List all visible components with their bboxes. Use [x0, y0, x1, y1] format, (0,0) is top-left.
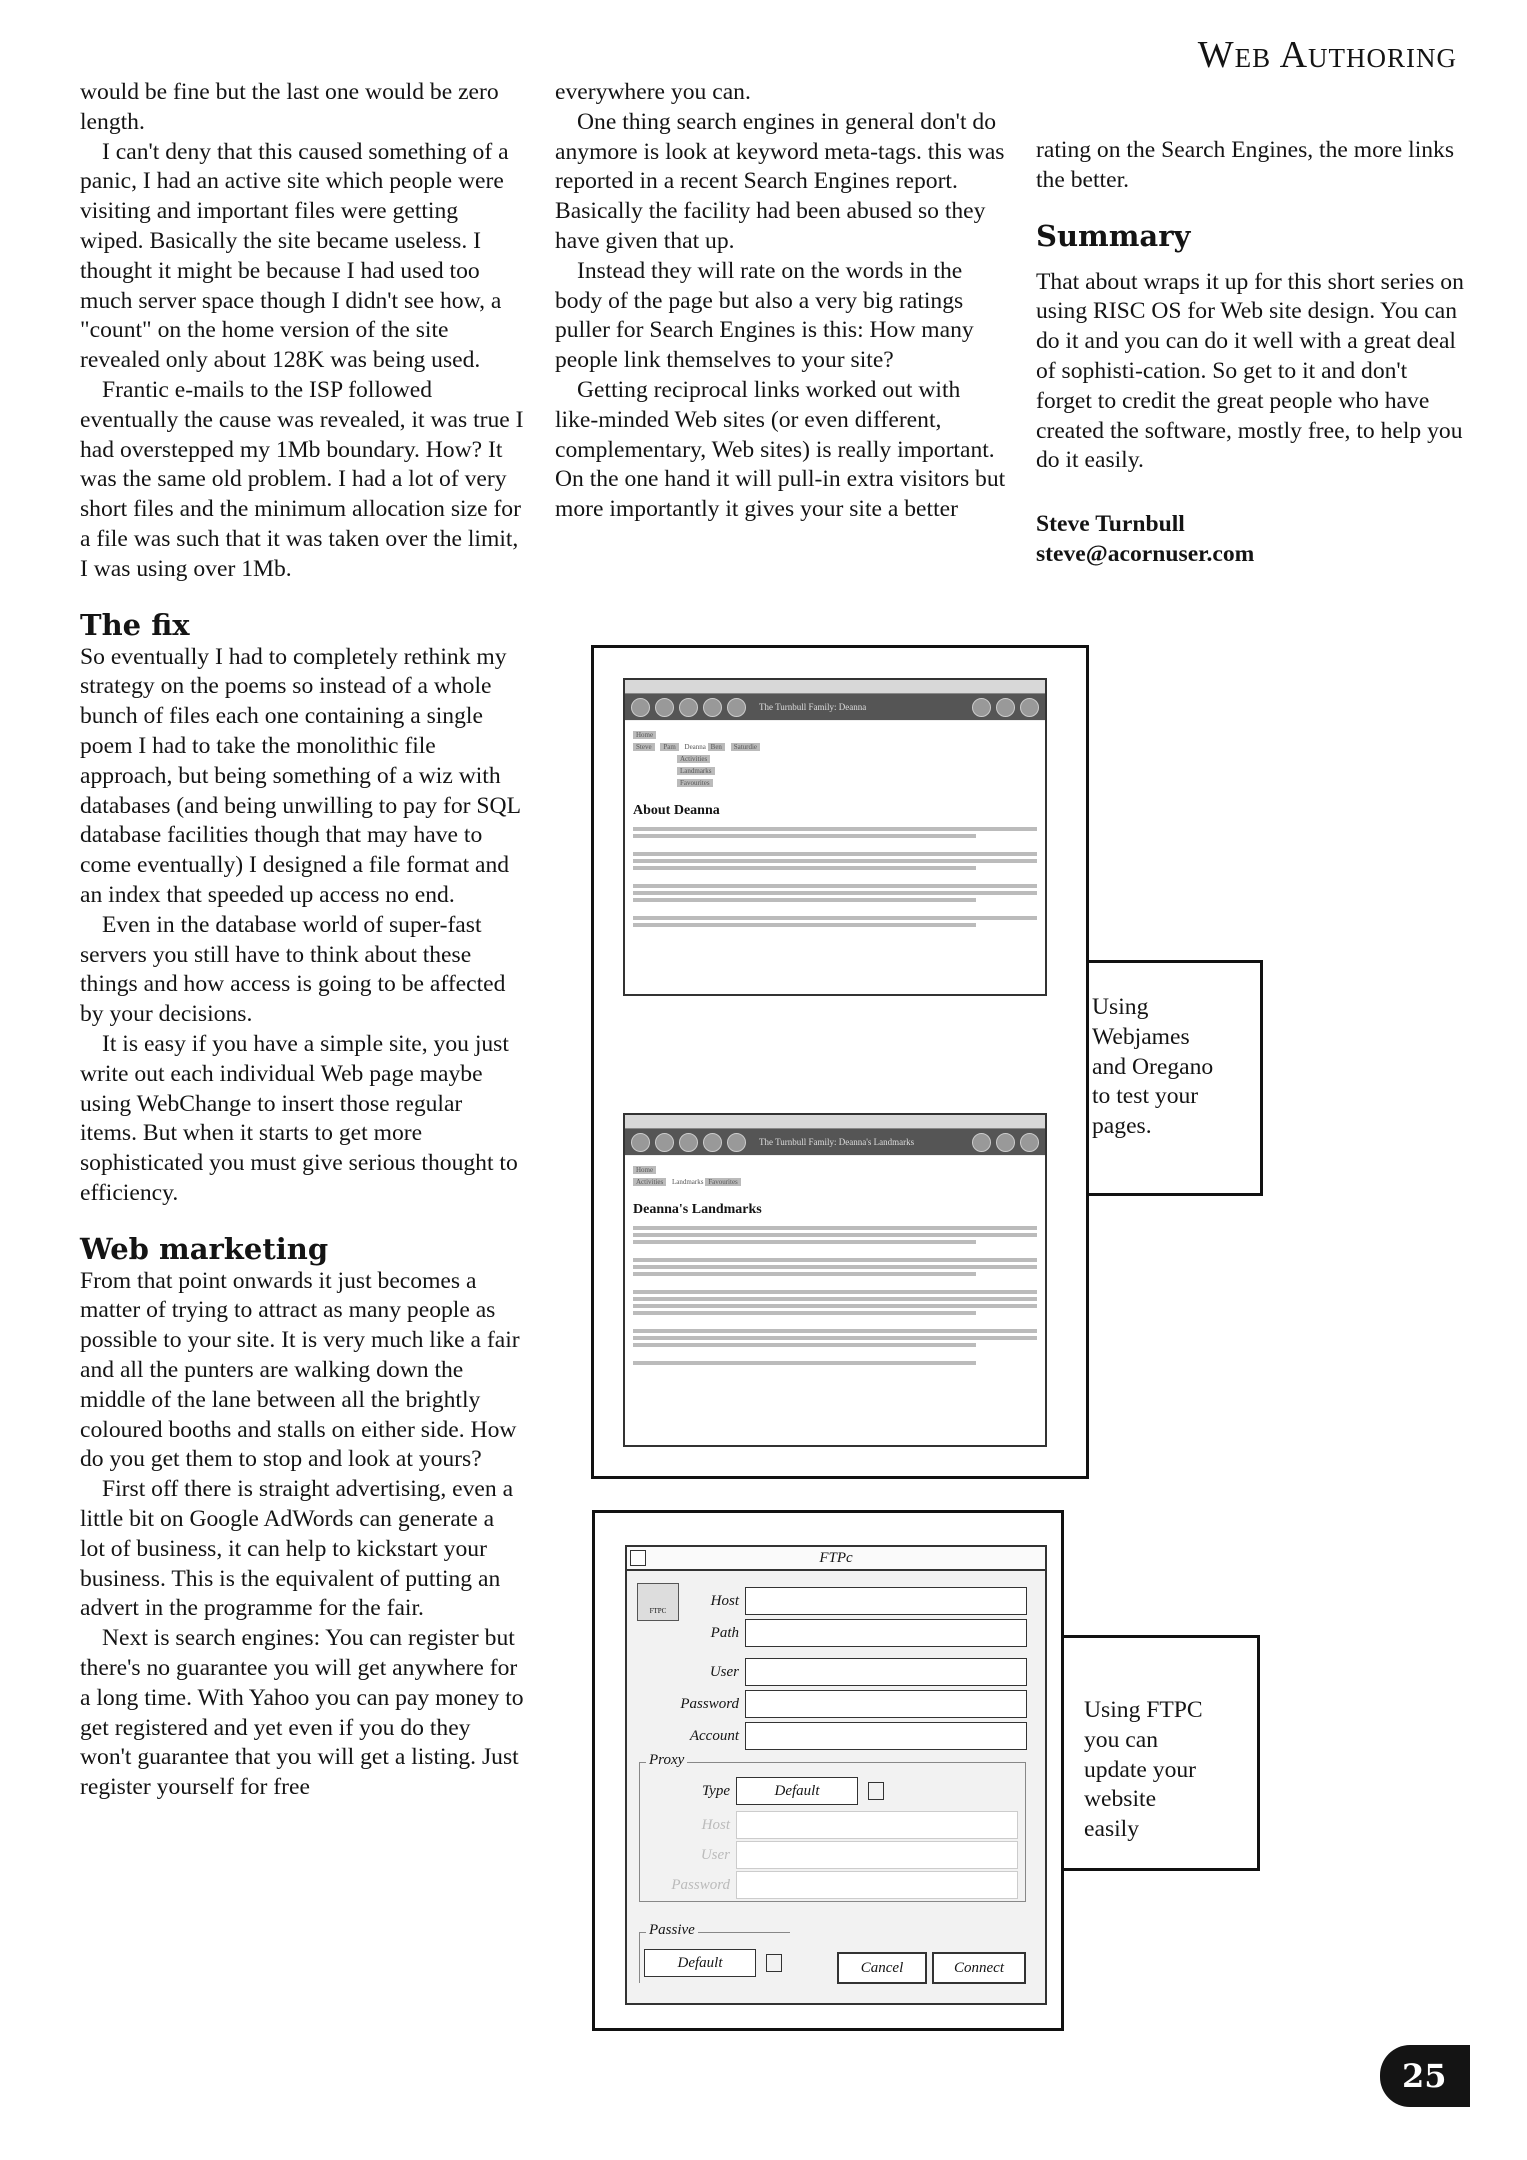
text-line: [633, 1233, 1037, 1237]
text-line: [633, 1265, 1037, 1269]
text-line: [633, 1329, 1037, 1333]
text-line: [633, 1226, 1037, 1230]
page-number: 25: [1380, 2045, 1470, 2107]
paragraph: So eventually I had to completely rethink my strategy on the poems so instead of a whole bunch of files each one containing a single poem I had to take the monolithic file approach, but being something of a wiz with databases (and being unwilling to pay for SQL database facilities though that may have to come eventually) I designed a file format and an index that speeded up access no end.: [80, 643, 521, 908]
text-line: [633, 1297, 1037, 1301]
running-head: Web Authoring: [1197, 34, 1457, 76]
nav-link[interactable]: Pam: [660, 743, 678, 751]
forward-icon[interactable]: [655, 698, 674, 717]
connect-button[interactable]: Connect: [932, 1952, 1026, 1984]
browser-toolbar: [625, 694, 1045, 720]
nav-current: Landmarks: [671, 1178, 704, 1186]
author-name: Steve Turnbull: [1036, 511, 1185, 538]
paragraph: Instead they will rate on the words in the body of the page but also a very big ratings puller for Search Engines is this: How many people link themselves to your site?: [555, 257, 974, 374]
menu-icon[interactable]: [868, 1782, 884, 1800]
stop-icon[interactable]: [703, 1133, 722, 1152]
proxy-group-label: Proxy: [646, 1752, 687, 1769]
passive-group: [639, 1922, 790, 1983]
column-1: [80, 78, 524, 1803]
figure1-caption-box: [1072, 960, 1263, 1196]
stop-icon[interactable]: [703, 698, 722, 717]
page-title-bar: The Turnbull Family: Deanna's Landmarks: [759, 1137, 915, 1147]
nav-link[interactable]: Home: [633, 1166, 656, 1174]
cancel-button[interactable]: Cancel: [837, 1952, 927, 1984]
forward-icon[interactable]: [655, 1133, 674, 1152]
proxy-type-select[interactable]: Default: [736, 1777, 858, 1805]
paragraph: First off there is straight advertising, even a little bit on Google AdWords can generate a lot of business, it can help to kickstart your business. This is the equivalent of putting an advert in the programme for the fair.: [80, 1476, 514, 1622]
heading-the-fix: The fix: [80, 607, 190, 642]
paragraph: I can't deny that this caused something of a panic, I had an active site which people were visiting and important files were getting wiped. Basically the site became useless. I thought it might be because I had used too much server space though I didn't see how, a "count" on the home version of the site revealed only about 128K was being used.: [80, 138, 509, 374]
caption-line: easily: [1084, 1816, 1140, 1843]
page-title-bar: The Turnbull Family: Deanna: [759, 702, 867, 712]
text-line: [633, 1240, 976, 1244]
icon-label: FTPC: [649, 1607, 667, 1615]
caption-line: pages.: [1092, 1113, 1152, 1140]
menu-icon[interactable]: [766, 1954, 782, 1972]
bookmark-icon[interactable]: [972, 698, 991, 717]
nav-link[interactable]: Saturdie: [731, 743, 760, 751]
text-line: [633, 834, 976, 838]
caption-line: Using: [1092, 994, 1149, 1020]
figure2-frame: [592, 1510, 1064, 2031]
caption-line: update your: [1084, 1756, 1197, 1783]
settings-icon[interactable]: [1020, 1133, 1039, 1152]
proxy-password-label: Password: [671, 1876, 730, 1893]
path-field[interactable]: [745, 1619, 1027, 1647]
nav-links: [633, 1164, 1037, 1188]
text-line: [633, 1258, 1037, 1262]
proxy-group: [639, 1752, 1026, 1902]
page-heading: Deanna's Landmarks: [633, 1202, 762, 1217]
nav-link[interactable]: Favourites: [705, 1178, 741, 1186]
column-3: [1036, 136, 1466, 570]
paragraph: One thing search engines in general don't do anymore is look at keyword meta-tags. this was reported in a recent Search Engines report. Basically the facility had been abused so they have given that up.: [555, 108, 1005, 254]
nav-link[interactable]: Activities: [677, 755, 710, 763]
paragraph: It is easy if you have a simple site, you just write out each individual Web page maybe using WebChange to insert those regular items. But when it starts to get more sophisticated you must give serious thought to efficiency.: [80, 1030, 518, 1206]
nav-link[interactable]: Landmarks: [677, 767, 715, 775]
back-icon[interactable]: [631, 698, 650, 717]
caption-line: website: [1084, 1786, 1157, 1813]
bookmark-icon[interactable]: [972, 1133, 991, 1152]
text-line: [633, 1343, 976, 1347]
text-line: [633, 891, 1037, 895]
host-label: Host: [710, 1592, 739, 1609]
text-line: [633, 923, 976, 927]
browser-window-landmarks: [623, 1113, 1047, 1447]
figure1-frame: [591, 645, 1089, 1479]
page-content: [625, 1156, 1045, 1445]
text-line: [633, 852, 1037, 856]
home-icon[interactable]: [727, 698, 746, 717]
window-titlebar[interactable]: [625, 1115, 1045, 1129]
nav-links: [633, 729, 1037, 789]
history-icon[interactable]: [996, 698, 1015, 717]
nav-link[interactable]: Ben: [708, 743, 725, 751]
password-field[interactable]: [745, 1690, 1027, 1718]
paragraph: Getting reciprocal links worked out with like-minded Web sites (or even different, complementary, Web sites) is really important. On the one hand it will pull-in extra visitors but more importantly it gives your site a better: [555, 376, 1006, 523]
text-line: [633, 916, 1037, 920]
nav-link[interactable]: Steve: [633, 743, 655, 751]
nav-link[interactable]: Activities: [633, 1178, 666, 1186]
page-heading: About Deanna: [633, 803, 720, 818]
text-line: [633, 898, 976, 902]
proxy-host-label: Host: [701, 1816, 730, 1833]
window-titlebar[interactable]: [625, 680, 1045, 694]
back-icon[interactable]: [631, 1133, 650, 1152]
proxy-user-field: [736, 1841, 1018, 1869]
paragraph: would be fine but the last one would be zero length.: [80, 79, 499, 135]
caption-line: you can: [1084, 1726, 1159, 1753]
author-email: steve@acornuser.com: [1036, 540, 1255, 567]
paragraph: That about wraps it up for this short series on using RISC OS for Web site design. You can do it and you can do it well with a great deal of sophisti-cation. So get to it and don't forget to credit the great people who have created the software, mostly free, to help you do it easily.: [1036, 268, 1464, 474]
caption-line: Using FTPC: [1084, 1697, 1203, 1723]
text-line: [633, 1336, 1037, 1340]
home-icon[interactable]: [727, 1133, 746, 1152]
password-label: Password: [680, 1695, 739, 1712]
caption-line: Webjames: [1092, 1023, 1190, 1050]
caption-line: and Oregano: [1092, 1053, 1214, 1080]
ftpc-window: [625, 1545, 1047, 2005]
proxy-host-field: [736, 1811, 1018, 1839]
paragraph: rating on the Search Engines, the more links the better.: [1036, 137, 1455, 193]
paragraph: Even in the database world of super-fast servers you still have to think about these things and how access is going to be affected by your decisions.: [80, 911, 506, 1028]
text-line: [633, 1290, 1037, 1294]
paragraph: Next is search engines: You can register but there's no guarantee you will get anywhere for a long time. With Yahoo you can pay money to get registered and yet even if you do they won't guarantee that you will get a listing. Just register yourself for free: [80, 1625, 524, 1801]
heading-summary: Summary: [1036, 218, 1191, 253]
heading-web-marketing: Web marketing: [80, 1231, 329, 1266]
paragraph: Frantic e-mails to the ISP followed eventually the cause was revealed, it was true I had overstepped my 1Mb boundary. How? It was the same old problem. I had a lot of very short files and the minimum allocation size for a file was such that it was taken over the limit, I was using over 1Mb.: [80, 376, 524, 582]
account-label: Account: [689, 1727, 739, 1744]
proxy-type-label: Type: [701, 1782, 730, 1799]
browser-toolbar: [625, 1129, 1045, 1155]
text-line: [633, 1311, 976, 1315]
text-line: [633, 866, 976, 870]
nav-link[interactable]: Favourites: [677, 779, 713, 787]
nav-current: Deanna: [684, 743, 706, 751]
text-line: [633, 1272, 976, 1276]
host-field[interactable]: [745, 1587, 1027, 1615]
figure2-caption-box: [1052, 1635, 1260, 1871]
page-content: [625, 721, 1045, 994]
account-field[interactable]: [745, 1722, 1027, 1750]
text-line: [633, 1304, 1037, 1308]
path-label: Path: [710, 1624, 739, 1641]
reload-icon[interactable]: [679, 698, 698, 717]
proxy-user-label: User: [700, 1846, 730, 1863]
caption-line: to test your: [1092, 1083, 1199, 1110]
text-line: [633, 1361, 976, 1365]
ftpc-title: FTPc: [627, 1547, 1045, 1571]
paragraph: everywhere you can.: [555, 79, 751, 105]
settings-icon[interactable]: [1020, 698, 1039, 717]
browser-window-deanna: [623, 678, 1047, 996]
text-line: [633, 884, 1037, 888]
text-line: [633, 859, 1037, 863]
history-icon[interactable]: [996, 1133, 1015, 1152]
paragraph: From that point onwards it just becomes a matter of trying to attract as many people as possible to your site. It is very much like a fair and all the punters are walking down the middle of the lane between all the brightly coloured booths and stalls on either side. How do you get them to stop and look at yours?: [80, 1267, 520, 1473]
passive-group-label: Passive: [646, 1922, 698, 1939]
column-2: [555, 78, 1007, 525]
passive-select[interactable]: Default: [644, 1949, 756, 1977]
text-line: [633, 827, 1037, 831]
nav-link[interactable]: Home: [633, 731, 656, 739]
proxy-password-field: [736, 1871, 1018, 1899]
close-icon[interactable]: [630, 1550, 646, 1566]
reload-icon[interactable]: [679, 1133, 698, 1152]
user-label: User: [709, 1663, 739, 1680]
user-field[interactable]: [745, 1658, 1027, 1686]
